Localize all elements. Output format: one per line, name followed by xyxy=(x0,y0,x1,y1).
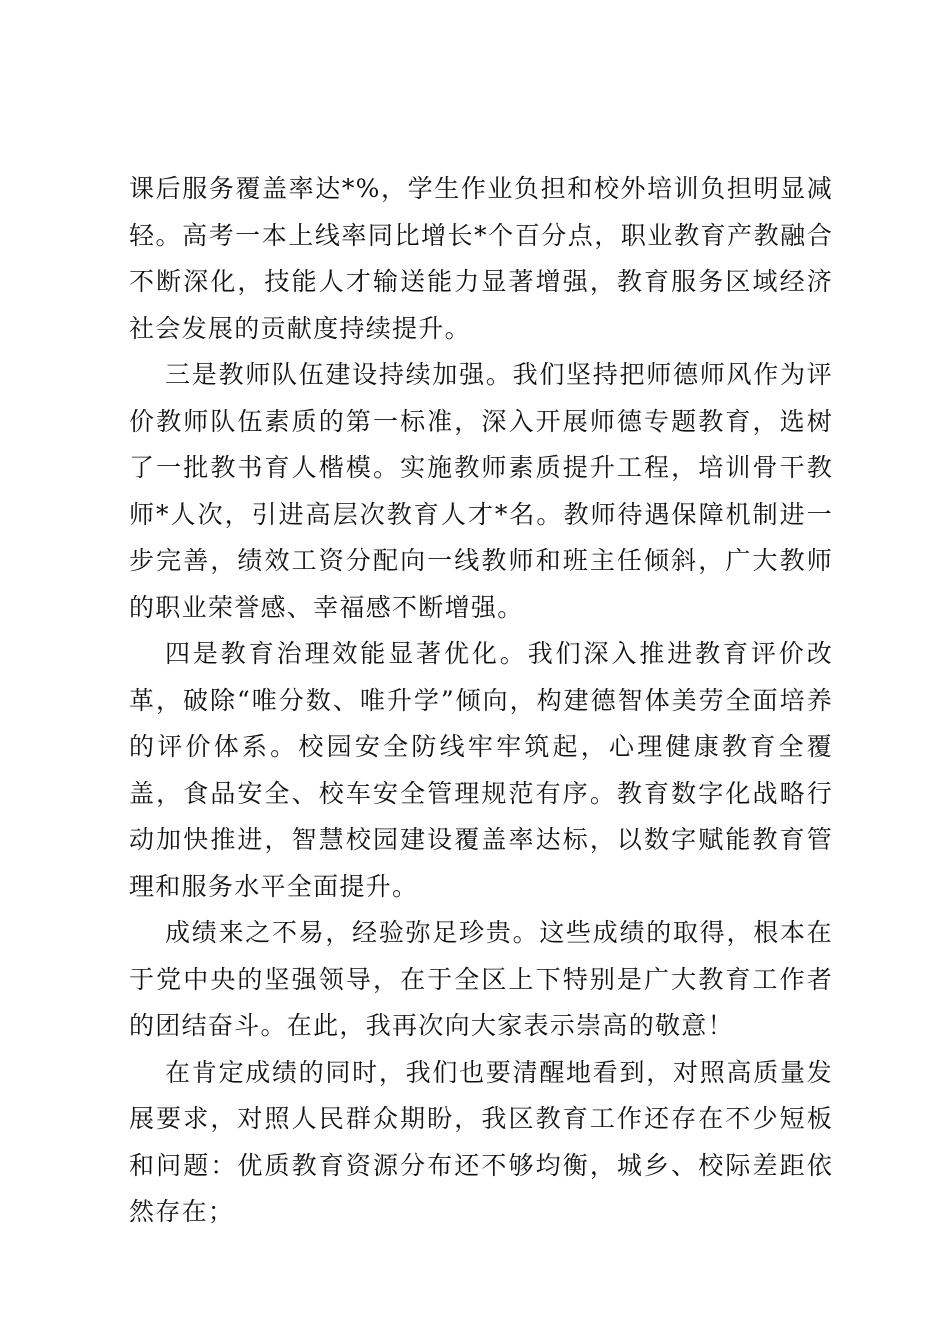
paragraph-4: 成绩来之不易，经验弥足珍贵。这些成绩的取得，根本在于党中央的坚强领导，在于全区上下特别是广大教育工作者的团结奋斗。在此，我再次向大家表示崇高的敬意！ xyxy=(129,918,833,1040)
paragraph-1: 课后服务覆盖率达*%，学生作业负担和校外培训负担明显减轻。高考一本上线率同比增长*个百分点，职业教育产教融合不断深化，技能人才输送能力显著增强，教育服务区域经济社会发展的贡献度持续提升。 xyxy=(129,174,833,343)
paragraph-5: 在肯定成绩的同时，我们也要清醒地看到，对照高质量发展要求，对照人民群众期盼，我区教育工作还存在不少短板和问题：优质教育资源分布还不够均衡，城乡、校际差距依然存在； xyxy=(129,1057,833,1226)
paragraph-2: 三是教师队伍建设持续加强。我们坚持把师德师风作为评价教师队伍素质的第一标准，深入开展师德专题教育，选树了一批教书育人楷模。实施教师素质提升工程，培训骨干教师*人次，引进高层次教育人才*名。教师待遇保障机制进一步完善，绩效工资分配向一线教师和班主任倾斜，广大教师的职业荣誉感、幸福感不断增强。 xyxy=(129,360,833,622)
paragraph-3: 四是教育治理效能显著优化。我们深入推进教育评价改革，破除“唯分数、唯升学”倾向，构建德智体美劳全面培养的评价体系。校园安全防线牢牢筑起，心理健康教育全覆盖，食品安全、校车安全管理规范有序。教育数字化战略行动加快推进，智慧校园建设覆盖率达标，以数字赋能教育管理和服务水平全面提升。 xyxy=(129,639,833,901)
document-body xyxy=(129,166,833,1236)
